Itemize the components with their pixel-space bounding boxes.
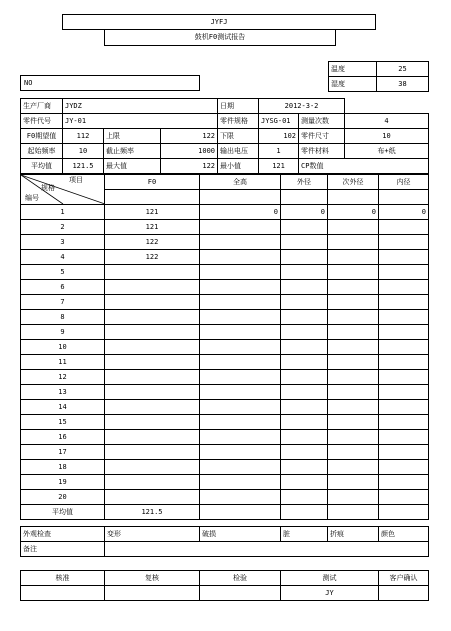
- report-title: 鼓机F0测试报告: [194, 33, 246, 41]
- measurement-cell: [105, 355, 200, 370]
- measurement-cell: [379, 460, 429, 475]
- row-number: 1: [21, 205, 105, 220]
- measurement-cell: [281, 445, 328, 460]
- signature-value[interactable]: [105, 586, 200, 601]
- average-value: [200, 505, 281, 520]
- average-value: 121.5: [105, 505, 200, 520]
- info-cell: JYDZ: [63, 99, 218, 114]
- table-row: [21, 430, 429, 445]
- diag-item-label: 项目: [69, 176, 83, 184]
- measurement-cell: [379, 280, 429, 295]
- info-cell: 起始频率: [21, 144, 63, 159]
- row-number: 17: [21, 445, 105, 460]
- report-title-box: [104, 30, 336, 46]
- company-box: [62, 14, 376, 30]
- signature-label: 客户确认: [379, 571, 429, 586]
- temperature-value: 25: [377, 62, 429, 77]
- row-number: 16: [21, 430, 105, 445]
- measurement-cell: [281, 400, 328, 415]
- measurement-cell: [328, 490, 379, 505]
- measurement-cell: [379, 355, 429, 370]
- info-cell: 日期: [218, 99, 259, 114]
- signature-table: [20, 570, 429, 601]
- measurement-cell: [379, 235, 429, 250]
- inspection-item: 脏: [281, 527, 328, 542]
- measurement-cell: [281, 490, 328, 505]
- table-row: [21, 475, 429, 490]
- measurement-cell: [281, 370, 328, 385]
- measurement-cell: [379, 385, 429, 400]
- inspection-item: 颜色: [379, 527, 429, 542]
- measurement-cell: [328, 430, 379, 445]
- measurement-cell: [281, 235, 328, 250]
- inspection-item: 变形: [105, 527, 200, 542]
- table-row: [21, 250, 429, 265]
- info-cell: 102: [259, 129, 299, 144]
- measurement-cell: [379, 445, 429, 460]
- column-header: 外径: [281, 175, 328, 190]
- measurement-cell: [328, 295, 379, 310]
- measurement-cell: [105, 400, 200, 415]
- row-number: 2: [21, 220, 105, 235]
- measurement-cell: [281, 280, 328, 295]
- measurement-cell: [379, 415, 429, 430]
- environment-table: [328, 61, 429, 92]
- info-cell: 4: [345, 114, 429, 129]
- measurement-cell: [328, 400, 379, 415]
- info-cell: 零件代号: [21, 114, 63, 129]
- table-row: [21, 220, 429, 235]
- measurement-cell: [200, 355, 281, 370]
- measurement-cell: [200, 340, 281, 355]
- company-name: JYFJ: [210, 18, 228, 26]
- info-cell: 121.5: [63, 159, 104, 174]
- measurement-cell: [105, 385, 200, 400]
- average-value: [328, 505, 379, 520]
- measurement-cell: [105, 340, 200, 355]
- row-number: 20: [21, 490, 105, 505]
- signature-label: 测试: [281, 571, 379, 586]
- measurement-cell: [200, 250, 281, 265]
- measurement-cell: [105, 445, 200, 460]
- info-cell: 121: [259, 159, 299, 174]
- info-cell: 最大值: [104, 159, 161, 174]
- row-number: 13: [21, 385, 105, 400]
- info-cell: 122: [161, 129, 218, 144]
- measurement-cell: [379, 325, 429, 340]
- column-header: 内径: [379, 175, 429, 190]
- average-value: [379, 505, 429, 520]
- measurement-cell: 122: [105, 235, 200, 250]
- table-row: [21, 205, 429, 220]
- inspection-table: [20, 526, 429, 557]
- measurement-cell: [379, 475, 429, 490]
- measurement-cell: [281, 250, 328, 265]
- row-number: 8: [21, 310, 105, 325]
- average-row: [21, 505, 429, 520]
- measurement-cell: [379, 340, 429, 355]
- table-row: [21, 370, 429, 385]
- row-number: 5: [21, 265, 105, 280]
- measurement-cell: [200, 445, 281, 460]
- measurement-cell: [328, 370, 379, 385]
- info-cell: 下限: [218, 129, 259, 144]
- measurement-cell: [281, 385, 328, 400]
- info-cell: 零件尺寸: [299, 129, 345, 144]
- diag-number-label: 编号: [25, 194, 39, 202]
- measurement-cell: [281, 430, 328, 445]
- measurement-cell: [379, 265, 429, 280]
- info-cell: 最小值: [218, 159, 259, 174]
- measurement-cell: [105, 280, 200, 295]
- signature-value[interactable]: JY: [281, 586, 379, 601]
- row-number: 11: [21, 355, 105, 370]
- remark-value: [105, 542, 429, 557]
- row-number: 14: [21, 400, 105, 415]
- measurement-cell: [200, 400, 281, 415]
- spec-cell: [379, 190, 429, 205]
- measurement-cell: 121: [105, 205, 200, 220]
- info-cell: JY-01: [63, 114, 218, 129]
- measurement-cell: [200, 295, 281, 310]
- measurement-table: [20, 174, 429, 520]
- measurement-cell: [328, 385, 379, 400]
- info-cell: 122: [161, 159, 218, 174]
- row-number: 19: [21, 475, 105, 490]
- info-row: [21, 159, 429, 174]
- measurement-cell: [281, 460, 328, 475]
- row-number: 18: [21, 460, 105, 475]
- table-row: [21, 445, 429, 460]
- measurement-cell: [281, 355, 328, 370]
- table-row: [21, 400, 429, 415]
- measurement-cell: [328, 235, 379, 250]
- measurement-cell: 121: [105, 220, 200, 235]
- table-row: [21, 235, 429, 250]
- measurement-cell: [105, 430, 200, 445]
- average-value: [281, 505, 328, 520]
- measurement-cell: [105, 490, 200, 505]
- info-row: [21, 129, 429, 144]
- info-cell: 1000: [161, 144, 218, 159]
- measurement-cell: [328, 310, 379, 325]
- measurement-cell: [200, 235, 281, 250]
- measurement-cell: [200, 220, 281, 235]
- measurement-cell: [379, 430, 429, 445]
- measurement-cell: 122: [105, 250, 200, 265]
- info-cell: 测量次数: [299, 114, 345, 129]
- row-number: 12: [21, 370, 105, 385]
- spec-cell: [281, 190, 328, 205]
- measurement-cell: [379, 310, 429, 325]
- diag-spec-label: 规格: [41, 184, 55, 192]
- signature-value[interactable]: [379, 586, 429, 601]
- info-cell: 上限: [104, 129, 161, 144]
- inspection-item: 破损: [200, 527, 281, 542]
- measurement-cell: [281, 220, 328, 235]
- measurement-cell: [200, 385, 281, 400]
- info-cell: F0期望值: [21, 129, 63, 144]
- measurement-cell: [328, 445, 379, 460]
- row-number: 10: [21, 340, 105, 355]
- row-number: 9: [21, 325, 105, 340]
- measurement-cell: [105, 325, 200, 340]
- no-label: NO: [24, 79, 33, 87]
- measurement-cell: [281, 295, 328, 310]
- info-cell: 零件规格: [218, 114, 259, 129]
- info-cell: CP数值: [299, 159, 429, 174]
- measurement-cell: [200, 430, 281, 445]
- table-row: [21, 265, 429, 280]
- info-cell: 输出电压: [218, 144, 259, 159]
- average-label: 平均值: [21, 505, 105, 520]
- info-cell: 生产厂商: [21, 99, 63, 114]
- info-row: [21, 144, 429, 159]
- info-cell: 1: [259, 144, 299, 159]
- measurement-cell: [105, 295, 200, 310]
- row-number: 3: [21, 235, 105, 250]
- measurement-cell: [200, 325, 281, 340]
- no-field: [20, 75, 200, 91]
- measurement-cell: [328, 325, 379, 340]
- measurement-cell: [328, 265, 379, 280]
- measurement-cell: 0: [281, 205, 328, 220]
- info-cell: 零件材料: [299, 144, 345, 159]
- humidity-value: 38: [377, 77, 429, 92]
- info-cell: 平均值: [21, 159, 63, 174]
- measurement-cell: [328, 355, 379, 370]
- info-cell: 112: [63, 129, 104, 144]
- humidity-label: 湿度: [329, 77, 377, 92]
- measurement-cell: [281, 325, 328, 340]
- inspection-item: 外观检查: [21, 527, 105, 542]
- row-number: 6: [21, 280, 105, 295]
- column-header: 全高: [200, 175, 281, 190]
- table-row: [21, 340, 429, 355]
- signature-label: 检验: [200, 571, 281, 586]
- measurement-cell: [200, 265, 281, 280]
- table-row: [21, 415, 429, 430]
- measurement-cell: [200, 490, 281, 505]
- info-cell: 截止频率: [104, 144, 161, 159]
- measurement-cell: [379, 370, 429, 385]
- signature-value[interactable]: [200, 586, 281, 601]
- row-number: 4: [21, 250, 105, 265]
- signature-value[interactable]: [21, 586, 105, 601]
- table-row: [21, 280, 429, 295]
- info-cell: 10: [63, 144, 104, 159]
- spec-cell: [105, 190, 200, 205]
- table-row: [21, 295, 429, 310]
- table-row: [21, 460, 429, 475]
- measurement-cell: [328, 415, 379, 430]
- measurement-cell: 0: [200, 205, 281, 220]
- row-number: 7: [21, 295, 105, 310]
- temperature-label: 温度: [329, 62, 377, 77]
- info-cell: 10: [345, 129, 429, 144]
- info-cell: JYSG-01: [259, 114, 299, 129]
- table-row: [21, 310, 429, 325]
- measurement-cell: [105, 460, 200, 475]
- info-cell: 2012-3-2: [259, 99, 345, 114]
- measurement-cell: [105, 475, 200, 490]
- measurement-cell: [281, 265, 328, 280]
- info-row: [21, 99, 429, 114]
- measurement-cell: [328, 460, 379, 475]
- remark-label: 备注: [21, 542, 105, 557]
- table-row: [21, 490, 429, 505]
- measurement-cell: 0: [379, 205, 429, 220]
- measurement-cell: [281, 415, 328, 430]
- info-cell: 布+纸: [345, 144, 429, 159]
- measurement-cell: [200, 475, 281, 490]
- measurement-cell: [379, 220, 429, 235]
- measurement-cell: [379, 490, 429, 505]
- measurement-cell: [379, 295, 429, 310]
- signature-label: 复核: [105, 571, 200, 586]
- measurement-cell: [200, 310, 281, 325]
- measurement-cell: [328, 250, 379, 265]
- measurement-cell: [200, 415, 281, 430]
- column-header: 次外径: [328, 175, 379, 190]
- measurement-cell: [200, 460, 281, 475]
- table-row: [21, 355, 429, 370]
- measurement-cell: [105, 370, 200, 385]
- info-row: [21, 114, 429, 129]
- measurement-cell: [200, 370, 281, 385]
- diagonal-header-cell: [21, 175, 105, 205]
- spec-cell: [200, 190, 281, 205]
- inspection-item: 折痕: [328, 527, 379, 542]
- measurement-cell: [379, 250, 429, 265]
- info-table: [20, 98, 429, 174]
- measurement-cell: [328, 220, 379, 235]
- measurement-cell: [200, 280, 281, 295]
- measurement-cell: [379, 400, 429, 415]
- measurement-cell: [281, 340, 328, 355]
- column-header: F0: [105, 175, 200, 190]
- signature-label: 核准: [21, 571, 105, 586]
- row-number: 15: [21, 415, 105, 430]
- measurement-cell: [281, 310, 328, 325]
- spec-cell: [328, 190, 379, 205]
- table-row: [21, 325, 429, 340]
- measurement-cell: 0: [328, 205, 379, 220]
- measurement-cell: [328, 280, 379, 295]
- measurement-cell: [328, 340, 379, 355]
- measurement-cell: [105, 415, 200, 430]
- measurement-cell: [105, 265, 200, 280]
- measurement-cell: [281, 475, 328, 490]
- table-row: [21, 385, 429, 400]
- measurement-cell: [105, 310, 200, 325]
- measurement-cell: [328, 475, 379, 490]
